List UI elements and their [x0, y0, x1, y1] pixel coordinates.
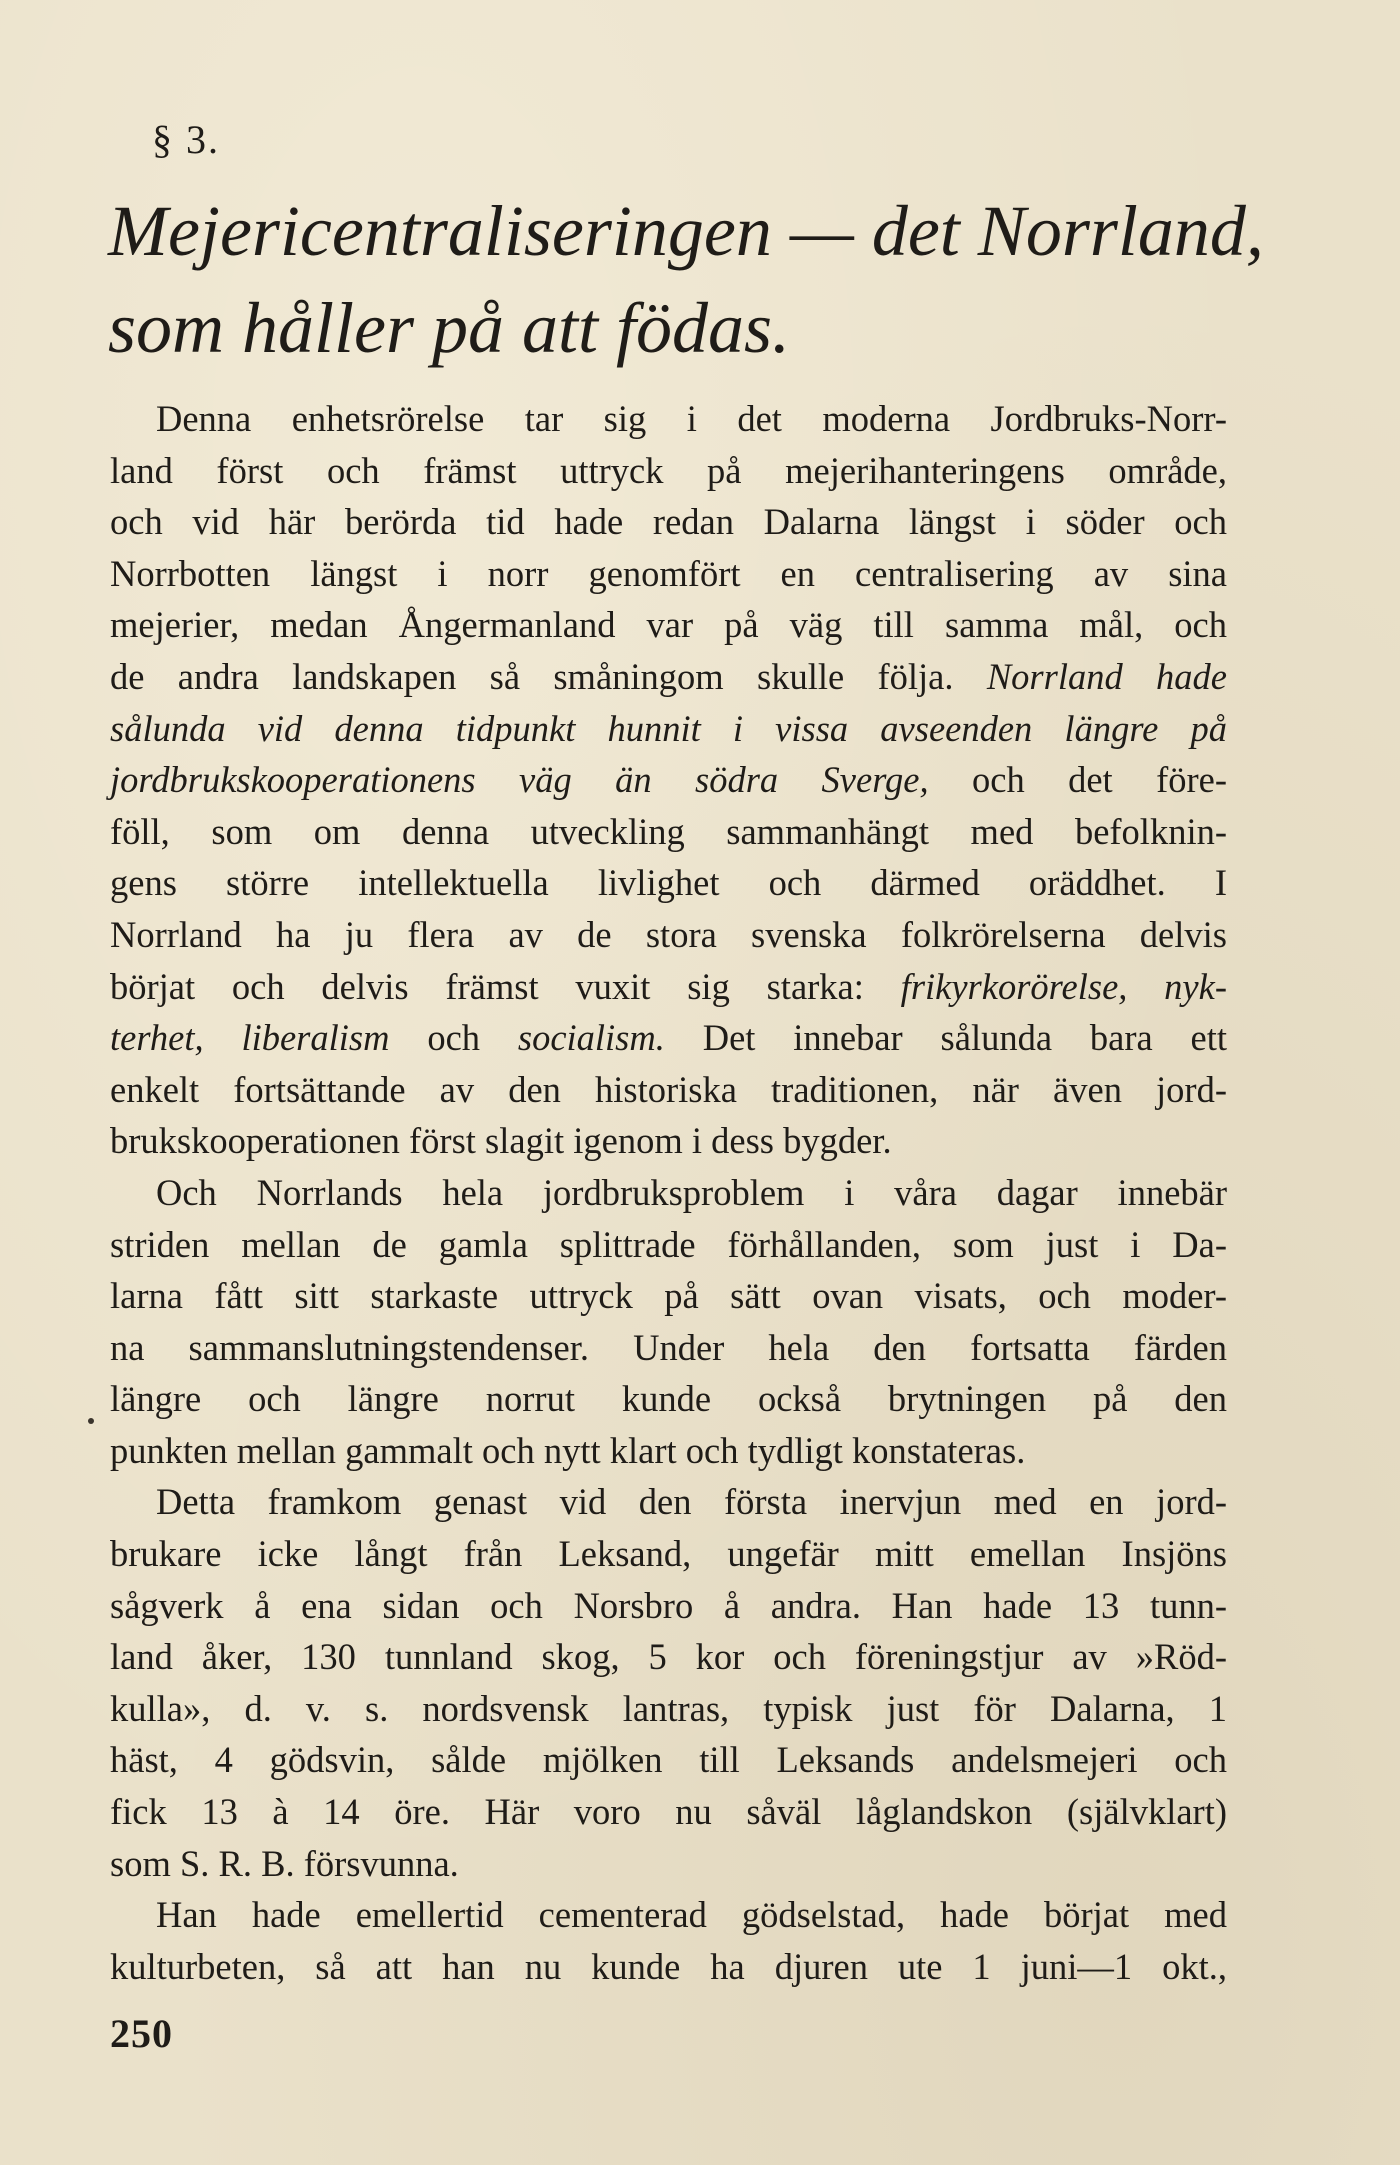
- italic-text: Norrland hade: [986, 655, 1227, 697]
- text-line: [110, 1064, 1227, 1116]
- text-line: [110, 548, 1227, 600]
- text-line: [110, 909, 1227, 961]
- section-mark: § 3.: [152, 117, 220, 162]
- text-segment: Det innebar sålunda bara ett: [664, 1017, 1228, 1059]
- text-segment: kulturbeten, så att han nu kunde ha djuren ute 1 juni—1 okt.,: [110, 1945, 1227, 1987]
- text-line: [110, 1322, 1227, 1374]
- text-line: [110, 1734, 1227, 1786]
- text-segment: de andra landskapen så småningom skulle följa.: [110, 655, 987, 697]
- italic-text: socialism.: [517, 1017, 665, 1059]
- text-segment: och det före-: [928, 759, 1227, 801]
- heading-line-2: som håller på att födas.: [108, 288, 791, 368]
- text-segment: Han hade emellertid cementerad gödselstad, hade börjat med: [156, 1894, 1227, 1936]
- text-segment: kulla», d. v. s. nordsvensk lantras, typisk just för Dalarna, 1: [110, 1687, 1227, 1729]
- text-line: [110, 1786, 1227, 1838]
- text-segment: föll, som om denna utveckling sammanhängt med befolknin-: [110, 810, 1227, 852]
- text-line: [110, 1631, 1227, 1683]
- text-segment: striden mellan de gamla splittrade förhållanden, som just i Da-: [110, 1223, 1227, 1265]
- chapter-heading: [108, 183, 1264, 377]
- text-segment: Denna enhetsrörelse tar sig i det moderna Jordbruks-Norr-: [156, 398, 1227, 439]
- text-segment: längre och längre norrut kunde också brytningen på den: [110, 1378, 1227, 1420]
- text-line: [110, 445, 1227, 497]
- text-segment: Norrland ha ju flera av de stora svenska folkrörelserna delvis: [110, 913, 1227, 955]
- italic-text: jordbrukskooperationens väg än södra Sverge,: [110, 759, 929, 801]
- text-line: [110, 754, 1227, 806]
- text-line: [110, 806, 1227, 858]
- text-line: [110, 599, 1227, 651]
- italic-text: sålunda vid denna tidpunkt hunnit i vissa avseenden längre på: [110, 707, 1227, 749]
- text-line: [110, 1683, 1227, 1735]
- text-line: [110, 961, 1227, 1013]
- text-line: [110, 496, 1227, 548]
- text-line: [110, 1580, 1227, 1632]
- text-line: [110, 1528, 1227, 1580]
- text-line: [110, 1219, 1227, 1271]
- text-segment: Norrbotten längst i norr genomfört en centralisering av sina: [110, 552, 1227, 594]
- body-text: [110, 393, 1227, 1992]
- text-line: [110, 857, 1227, 909]
- text-segment: brukskooperationen först slagit igenom i dess bygder.: [110, 1120, 892, 1162]
- text-segment: punkten mellan gammalt och nytt klart och tydligt konstateras.: [110, 1429, 1026, 1471]
- text-line: [110, 1270, 1227, 1322]
- text-segment: som S. R. B. försvunna.: [110, 1842, 459, 1884]
- page-number: 250: [110, 2011, 173, 2056]
- text-line: [110, 651, 1227, 703]
- text-segment: Detta framkom genast vid den första inervjun med en jord-: [156, 1481, 1227, 1523]
- text-line: [110, 1373, 1227, 1425]
- text-segment: och vid här berörda tid hade redan Dalarna längst i söder och: [110, 501, 1227, 543]
- heading-line-1: Mejericentraliseringen — det Norrland,: [108, 191, 1264, 271]
- text-line: [110, 1425, 1227, 1477]
- text-line: [110, 1167, 1227, 1219]
- text-segment: börjat och delvis främst vuxit sig starka:: [110, 965, 901, 1007]
- text-segment: brukare icke långt från Leksand, ungefär mitt emellan Insjöns: [110, 1533, 1227, 1575]
- text-segment: och: [389, 1017, 518, 1059]
- text-line: [110, 393, 1227, 445]
- print-speck: [88, 1418, 94, 1424]
- text-segment: Och Norrlands hela jordbruksproblem i våra dagar innebär: [156, 1171, 1227, 1213]
- italic-text: terhet, liberalism: [110, 1017, 390, 1059]
- text-segment: gens större intellektuella livlighet och därmed oräddhet. I: [110, 862, 1227, 904]
- text-segment: larna fått sitt starkaste uttryck på sätt ovan visats, och moder-: [110, 1275, 1227, 1317]
- text-segment: häst, 4 gödsvin, sålde mjölken till Leksands andelsmejeri och: [110, 1739, 1227, 1781]
- text-segment: fick 13 à 14 öre. Här voro nu såväl låglandskon (självklart): [110, 1791, 1227, 1833]
- text-line: [110, 1476, 1227, 1528]
- text-line: [110, 1838, 1227, 1890]
- text-segment: enkelt fortsättande av den historiska traditionen, när även jord-: [110, 1068, 1227, 1110]
- text-line: [110, 1115, 1227, 1167]
- text-line: [110, 1889, 1227, 1941]
- text-line: [110, 1012, 1227, 1064]
- italic-text: frikyrkorörelse, nyk-: [900, 965, 1227, 1007]
- text-segment: land först och främst uttryck på mejerihanteringens område,: [110, 449, 1227, 491]
- text-segment: mejerier, medan Ångermanland var på väg till samma mål, och: [110, 604, 1227, 646]
- text-segment: na sammanslutningstendenser. Under hela den fortsatta färden: [110, 1326, 1227, 1368]
- text-line: [110, 1941, 1227, 1993]
- text-line: [110, 703, 1227, 755]
- text-segment: land åker, 130 tunnland skog, 5 kor och föreningstjur av »Röd-: [110, 1636, 1227, 1678]
- text-segment: sågverk å ena sidan och Norsbro å andra. Han hade 13 tunn-: [110, 1584, 1227, 1626]
